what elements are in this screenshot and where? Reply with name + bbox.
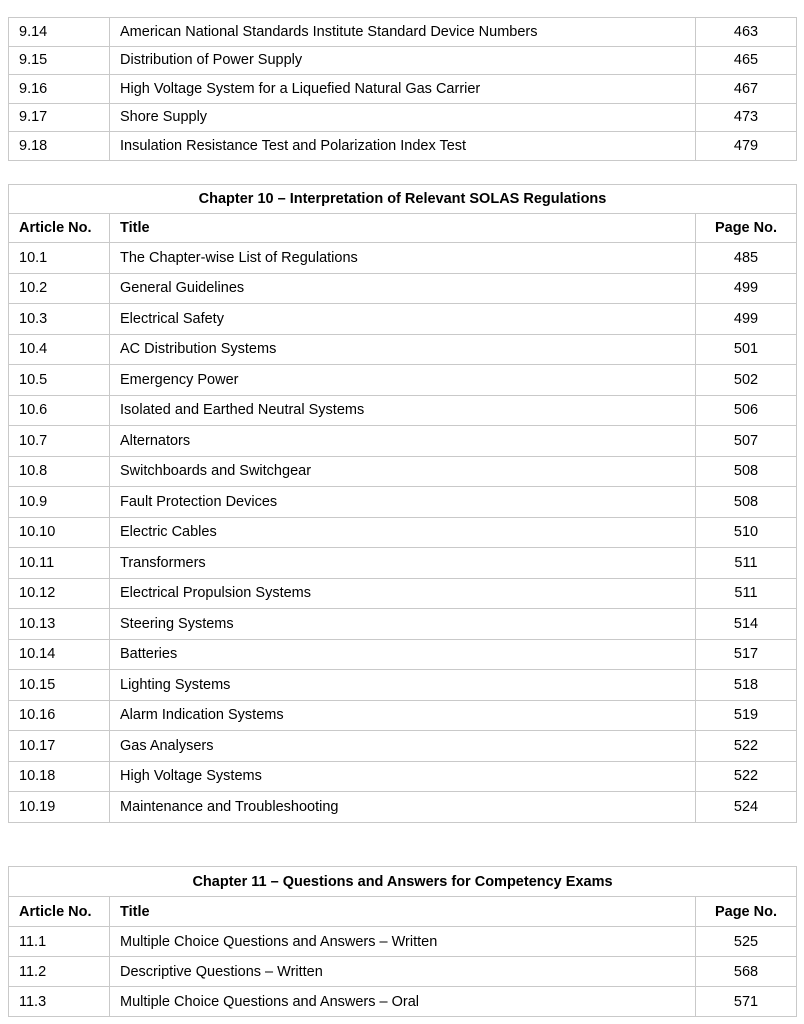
page-number: 522 <box>695 761 796 792</box>
article-title: American National Standards Institute Standard Device Numbers <box>110 18 696 47</box>
table-row <box>9 365 797 396</box>
article-number: 10.2 <box>9 273 110 304</box>
table-row <box>9 75 797 104</box>
article-number: 10.3 <box>9 304 110 335</box>
column-header-article: Article No. <box>9 214 110 243</box>
article-title: Insulation Resistance Test and Polarization Index Test <box>110 132 696 161</box>
article-number: 10.15 <box>9 670 110 701</box>
article-number: 10.6 <box>9 395 110 426</box>
article-number: 10.12 <box>9 578 110 609</box>
chapter-heading: Chapter 11 – Questions and Answers for Competency Exams <box>9 867 797 897</box>
article-title: Steering Systems <box>110 609 696 640</box>
table-row <box>9 334 797 365</box>
article-number: 10.19 <box>9 792 110 823</box>
toc-table-chapter11 <box>8 866 797 1017</box>
article-number: 10.16 <box>9 700 110 731</box>
article-title: Multiple Choice Questions and Answers – Oral <box>110 987 696 1017</box>
article-title: High Voltage System for a Liquefied Natural Gas Carrier <box>110 75 696 104</box>
table-row <box>9 487 797 518</box>
article-title: Emergency Power <box>110 365 696 396</box>
toc-table-chapter10 <box>8 184 797 823</box>
page-number: 519 <box>695 700 796 731</box>
page-number: 524 <box>695 792 796 823</box>
page-number: 502 <box>695 365 796 396</box>
page-number: 517 <box>695 639 796 670</box>
table-row <box>9 731 797 762</box>
article-number: 10.8 <box>9 456 110 487</box>
article-number: 10.5 <box>9 365 110 396</box>
article-number: 10.17 <box>9 731 110 762</box>
article-title: General Guidelines <box>110 273 696 304</box>
page-number: 508 <box>695 456 796 487</box>
page-number: 568 <box>695 957 796 987</box>
column-header-page: Page No. <box>695 214 796 243</box>
table-row <box>9 426 797 457</box>
article-title: Distribution of Power Supply <box>110 46 696 75</box>
page-number: 473 <box>696 103 797 132</box>
article-number: 9.18 <box>9 132 110 161</box>
table-row <box>9 304 797 335</box>
page-number: 508 <box>695 487 796 518</box>
page-number: 499 <box>695 304 796 335</box>
article-number: 9.15 <box>9 46 110 75</box>
article-number: 10.4 <box>9 334 110 365</box>
article-title: Descriptive Questions – Written <box>110 957 696 987</box>
page-number: 499 <box>695 273 796 304</box>
table-row <box>9 548 797 579</box>
article-number: 10.7 <box>9 426 110 457</box>
article-number: 10.10 <box>9 517 110 548</box>
table-row <box>9 609 797 640</box>
article-number: 11.2 <box>9 957 110 987</box>
article-title: Isolated and Earthed Neutral Systems <box>110 395 696 426</box>
table-row <box>9 103 797 132</box>
article-title: Gas Analysers <box>110 731 696 762</box>
article-title: Fault Protection Devices <box>110 487 696 518</box>
table-row <box>9 578 797 609</box>
table-row <box>9 987 797 1017</box>
article-title: Lighting Systems <box>110 670 696 701</box>
table-row <box>9 670 797 701</box>
page-number: 571 <box>695 987 796 1017</box>
article-number: 11.1 <box>9 927 110 957</box>
table-row <box>9 927 797 957</box>
article-title: Switchboards and Switchgear <box>110 456 696 487</box>
table-row <box>9 395 797 426</box>
page-number: 506 <box>695 395 796 426</box>
page-number: 522 <box>695 731 796 762</box>
table-row <box>9 639 797 670</box>
page-number: 467 <box>696 75 797 104</box>
article-title: Electrical Safety <box>110 304 696 335</box>
article-number: 11.3 <box>9 987 110 1017</box>
table-row <box>9 957 797 987</box>
article-title: Transformers <box>110 548 696 579</box>
page-number: 507 <box>695 426 796 457</box>
article-title: Multiple Choice Questions and Answers – Written <box>110 927 696 957</box>
column-header-article: Article No. <box>9 897 110 927</box>
column-header-page: Page No. <box>695 897 796 927</box>
article-number: 10.13 <box>9 609 110 640</box>
article-number: 10.11 <box>9 548 110 579</box>
article-title: Electrical Propulsion Systems <box>110 578 696 609</box>
page-number: 510 <box>695 517 796 548</box>
page-number: 511 <box>695 578 796 609</box>
table-row <box>9 792 797 823</box>
column-header-title: Title <box>110 214 696 243</box>
article-title: Shore Supply <box>110 103 696 132</box>
article-title: High Voltage Systems <box>110 761 696 792</box>
article-number: 10.14 <box>9 639 110 670</box>
page-number: 518 <box>695 670 796 701</box>
table-row <box>9 761 797 792</box>
page-number: 501 <box>695 334 796 365</box>
table-row <box>9 132 797 161</box>
article-number: 10.9 <box>9 487 110 518</box>
table-row <box>9 46 797 75</box>
table-row <box>9 517 797 548</box>
article-title: Alternators <box>110 426 696 457</box>
toc-table-chapter9-continued <box>8 17 797 161</box>
article-number: 9.14 <box>9 18 110 47</box>
table-row <box>9 273 797 304</box>
article-title: The Chapter-wise List of Regulations <box>110 243 696 274</box>
article-number: 10.1 <box>9 243 110 274</box>
article-title: AC Distribution Systems <box>110 334 696 365</box>
table-row <box>9 456 797 487</box>
column-header-title: Title <box>110 897 696 927</box>
article-title: Electric Cables <box>110 517 696 548</box>
article-number: 9.17 <box>9 103 110 132</box>
article-title: Maintenance and Troubleshooting <box>110 792 696 823</box>
article-number: 9.16 <box>9 75 110 104</box>
page-number: 463 <box>696 18 797 47</box>
table-row <box>9 243 797 274</box>
page-number: 479 <box>696 132 797 161</box>
chapter-heading: Chapter 10 – Interpretation of Relevant SOLAS Regulations <box>9 185 797 214</box>
page-number: 514 <box>695 609 796 640</box>
article-title: Batteries <box>110 639 696 670</box>
table-row <box>9 18 797 47</box>
page-number: 485 <box>695 243 796 274</box>
table-row <box>9 700 797 731</box>
page-number: 511 <box>695 548 796 579</box>
page-number: 525 <box>695 927 796 957</box>
article-title: Alarm Indication Systems <box>110 700 696 731</box>
article-number: 10.18 <box>9 761 110 792</box>
page-number: 465 <box>696 46 797 75</box>
